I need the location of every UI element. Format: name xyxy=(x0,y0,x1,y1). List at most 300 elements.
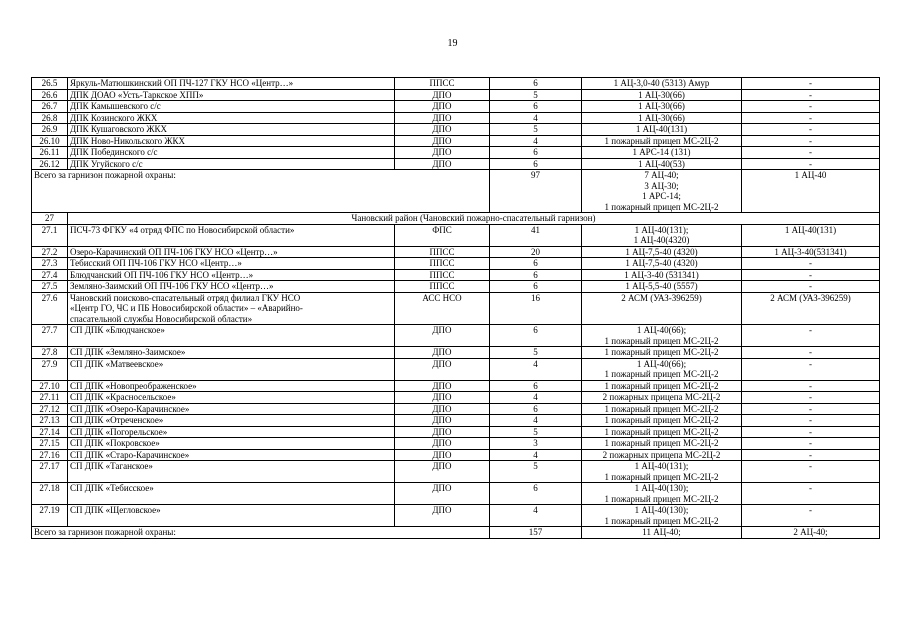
row-number: 27.18 xyxy=(32,483,68,505)
row-number: 26.8 xyxy=(32,112,68,124)
row-reserve xyxy=(742,158,880,170)
row-staff: 6 xyxy=(490,269,582,281)
row-tech-line: 1 АЦ-30(66) xyxy=(638,112,685,123)
total-tech-line: 7 АЦ-40; xyxy=(644,170,679,180)
row-staff: 5 xyxy=(490,461,582,483)
row-reserve-line: - xyxy=(809,483,812,493)
row-tech-line: 1 пожарный прицеп МС-2Ц-2 xyxy=(604,438,719,448)
table-row xyxy=(32,449,880,461)
row-reserve-line: - xyxy=(809,269,812,280)
row-tech-line: 1 АЦ-30(66) xyxy=(638,89,685,100)
row-number: 27.4 xyxy=(32,269,68,281)
row-reserve xyxy=(742,224,880,246)
row-name-line: СП ДПК «Озеро-Карачинское» xyxy=(70,403,190,414)
row-tech xyxy=(582,380,742,392)
row-type: ДПО xyxy=(395,415,490,427)
row-number: 27.5 xyxy=(32,281,68,293)
row-tech xyxy=(582,415,742,427)
row-tech-line: 1 АРС-14 (131) xyxy=(632,147,691,157)
row-number: 27.3 xyxy=(32,258,68,270)
table-row xyxy=(32,505,880,527)
table-row xyxy=(32,415,880,427)
row-reserve-line: - xyxy=(809,281,812,291)
row-type: ДПО xyxy=(395,403,490,415)
table-row-total xyxy=(32,527,880,539)
table-row xyxy=(32,347,880,359)
row-number: 27.19 xyxy=(32,505,68,527)
row-name xyxy=(68,415,395,427)
row-reserve xyxy=(742,449,880,461)
garrison-table xyxy=(31,77,880,539)
table-row xyxy=(32,426,880,438)
row-staff: 5 xyxy=(490,124,582,136)
table-body-block-26 xyxy=(32,78,880,170)
row-reserve xyxy=(742,258,880,270)
row-number: 27.11 xyxy=(32,392,68,404)
row-name xyxy=(68,292,395,325)
row-name xyxy=(68,449,395,461)
table-row xyxy=(32,392,880,404)
row-name xyxy=(68,403,395,415)
row-name-line: СП ДПК «Покровское» xyxy=(70,438,160,448)
row-tech-line: 1 пожарный прицеп МС-2Ц-2 xyxy=(604,415,719,425)
row-number: 26.7 xyxy=(32,101,68,113)
row-reserve-line: - xyxy=(809,112,812,123)
row-staff: 4 xyxy=(490,392,582,404)
row-reserve xyxy=(742,426,880,438)
row-name-line: ДПК Камышевского с/с xyxy=(70,101,161,111)
row-name xyxy=(68,224,395,246)
row-type: ДПО xyxy=(395,449,490,461)
row-tech xyxy=(582,347,742,359)
row-reserve-line: 2 АСМ (УАЗ-396259) xyxy=(770,292,851,303)
row-tech-line: 1 АЦ-40(4320) xyxy=(633,235,690,245)
section-number: 27 xyxy=(32,213,68,225)
total-row-26 xyxy=(32,170,880,225)
row-name-line: СП ДПК «Таганское» xyxy=(70,461,153,471)
row-tech-line: 1 АЦ-40(66); xyxy=(636,358,687,369)
row-name-line: СП ДПК «Погорельское» xyxy=(70,426,168,437)
row-tech xyxy=(582,505,742,527)
table-row xyxy=(32,78,880,90)
total-tech-line: 1 АРС-14; xyxy=(642,191,681,201)
row-name-line: ДПК Побединского с/с xyxy=(70,147,158,157)
row-name xyxy=(68,158,395,170)
row-number: 26.9 xyxy=(32,124,68,136)
row-reserve xyxy=(742,147,880,159)
row-tech-line: 1 пожарный прицеп МС-2Ц-2 xyxy=(604,335,719,346)
row-tech xyxy=(582,392,742,404)
row-name xyxy=(68,438,395,450)
row-staff: 6 xyxy=(490,101,582,113)
row-type: ДПО xyxy=(395,112,490,124)
total-label: Всего за гарнизон пожарной охраны: xyxy=(32,527,490,539)
row-type: ДПО xyxy=(395,325,490,347)
row-reserve-line: - xyxy=(809,78,812,88)
row-number: 27.16 xyxy=(32,449,68,461)
row-tech-line: 1 АЦ-40(66); xyxy=(636,325,687,335)
row-type: ДПО xyxy=(395,483,490,505)
row-tech-line: 1 пожарный прицеп МС-2Ц-2 xyxy=(604,515,719,526)
row-number: 27.2 xyxy=(32,246,68,258)
row-name-line: СП ДПК «Тебисское» xyxy=(70,483,154,493)
row-reserve-line: - xyxy=(809,380,812,391)
row-number: 26.5 xyxy=(32,78,68,90)
row-type: ДПО xyxy=(395,135,490,147)
row-number: 26.12 xyxy=(32,158,68,170)
row-tech xyxy=(582,325,742,347)
total-reserve: 1 АЦ-40 xyxy=(742,170,880,213)
row-name-line: ДПК ДОАО «Усть-Таркское ХПП» xyxy=(70,89,204,100)
row-reserve xyxy=(742,438,880,450)
row-staff: 3 xyxy=(490,438,582,450)
row-reserve-line: 1 АЦ-40(131) xyxy=(784,224,837,235)
row-name-line: Чановский поисково-спасательный отряд филиал ГКУ НСО xyxy=(70,292,301,303)
row-staff: 4 xyxy=(490,505,582,527)
row-name-line: Землянo-Заимский ОП ПЧ-106 ГКУ НСО «Центр…» xyxy=(70,281,274,291)
row-name xyxy=(68,112,395,124)
table-row xyxy=(32,438,880,450)
row-reserve-line: - xyxy=(809,505,812,515)
table-row xyxy=(32,258,880,270)
row-tech xyxy=(582,135,742,147)
row-name-line: ДПК Ново-Никольского ЖКХ xyxy=(70,135,185,146)
row-type: ДПО xyxy=(395,426,490,438)
row-name xyxy=(68,246,395,258)
total-row-27 xyxy=(32,527,880,539)
row-staff: 20 xyxy=(490,246,582,258)
row-name xyxy=(68,281,395,293)
row-staff: 4 xyxy=(490,358,582,380)
row-tech-line: 1 АЦ-40(131); xyxy=(634,224,689,235)
row-name-line: ДПК Угуйского с/с xyxy=(70,158,143,169)
row-tech xyxy=(582,483,742,505)
row-reserve xyxy=(742,112,880,124)
row-number: 27.8 xyxy=(32,347,68,359)
row-tech xyxy=(582,438,742,450)
row-name-line: «Центр ГО, ЧС и ПБ Новосибирской области» – «Аварийно- xyxy=(70,303,303,313)
row-reserve-line: - xyxy=(809,461,812,471)
row-staff: 16 xyxy=(490,292,582,325)
row-tech-line: 1 пожарный прицеп МС-2Ц-2 xyxy=(604,403,719,414)
row-type: ДПО xyxy=(395,158,490,170)
row-number: 27.17 xyxy=(32,461,68,483)
row-tech-line: 1 АЦ-5,5-40 (5557) xyxy=(625,281,698,291)
row-type: ППСС xyxy=(395,246,490,258)
row-tech-line: 1 АЦ-7,5-40 (4320) xyxy=(625,246,698,257)
row-name-line: СП ДПК «Новопреображенское» xyxy=(70,380,197,391)
row-reserve xyxy=(742,358,880,380)
table-row xyxy=(32,246,880,258)
table-row-total xyxy=(32,170,880,213)
table-row xyxy=(32,224,880,246)
row-name-line: ДПК Козинского ЖКХ xyxy=(70,112,158,123)
row-reserve-line: - xyxy=(809,426,812,437)
row-tech-line: 2 пожарных прицепа МС-2Ц-2 xyxy=(602,392,721,402)
row-reserve xyxy=(742,505,880,527)
row-reserve-line: - xyxy=(809,347,812,357)
row-staff: 5 xyxy=(490,426,582,438)
row-reserve-line: 1 АЦ-3-40(531341) xyxy=(774,246,847,257)
row-type: ДПО xyxy=(395,147,490,159)
row-tech xyxy=(582,112,742,124)
row-reserve xyxy=(742,392,880,404)
row-tech-line: 1 АЦ-7,5-40 (4320) xyxy=(625,258,698,268)
row-staff: 4 xyxy=(490,135,582,147)
row-name xyxy=(68,505,395,527)
row-reserve-line: - xyxy=(809,438,812,448)
row-number: 27.10 xyxy=(32,380,68,392)
row-tech xyxy=(582,258,742,270)
row-type: ДПО xyxy=(395,380,490,392)
row-reserve xyxy=(742,380,880,392)
table-row xyxy=(32,101,880,113)
row-reserve-line: - xyxy=(809,258,812,268)
row-type: АСС НСО xyxy=(395,292,490,325)
row-reserve-line: - xyxy=(809,325,812,335)
row-tech xyxy=(582,78,742,90)
row-reserve xyxy=(742,101,880,113)
row-tech xyxy=(582,358,742,380)
row-name-line: СП ДПК «Землянo-Заимское» xyxy=(70,347,186,357)
row-tech-line: 2 АСМ (УАЗ-396259) xyxy=(621,292,702,303)
row-tech xyxy=(582,224,742,246)
row-type: ППСС xyxy=(395,78,490,90)
row-tech xyxy=(582,426,742,438)
row-reserve xyxy=(742,483,880,505)
row-tech-line: 1 АЦ-30(66) xyxy=(638,101,685,111)
row-reserve-line: - xyxy=(809,101,812,111)
row-name xyxy=(68,89,395,101)
row-number: 26.11 xyxy=(32,147,68,159)
row-name xyxy=(68,147,395,159)
row-type: ДПО xyxy=(395,124,490,136)
row-type: ДПО xyxy=(395,89,490,101)
row-name-line: СП ДПК «Щегловское» xyxy=(70,505,161,515)
row-tech xyxy=(582,461,742,483)
table-row xyxy=(32,281,880,293)
row-number: 27.7 xyxy=(32,325,68,347)
row-type: ДПО xyxy=(395,358,490,380)
row-tech-line: 1 пожарный прицеп МС-2Ц-2 xyxy=(604,369,719,379)
row-name xyxy=(68,101,395,113)
page-number: 19 xyxy=(447,38,458,49)
row-reserve xyxy=(742,135,880,147)
row-reserve-line: - xyxy=(809,124,812,134)
row-reserve-line: - xyxy=(809,135,812,146)
total-staff: 97 xyxy=(490,170,582,213)
row-reserve xyxy=(742,347,880,359)
row-tech-line: 1 АЦ-40(130); xyxy=(634,483,689,493)
row-tech xyxy=(582,269,742,281)
row-tech xyxy=(582,403,742,415)
row-tech-line: 1 пожарный прицеп МС-2Ц-2 xyxy=(604,380,719,391)
row-name xyxy=(68,325,395,347)
row-reserve-line: - xyxy=(809,392,812,402)
row-type: ДПО xyxy=(395,101,490,113)
row-reserve xyxy=(742,461,880,483)
row-type: ППСС xyxy=(395,258,490,270)
row-name xyxy=(68,347,395,359)
row-tech xyxy=(582,147,742,159)
table-row xyxy=(32,269,880,281)
table-body-block-27 xyxy=(32,224,880,527)
row-type: ДПО xyxy=(395,392,490,404)
row-name-line: ДПК Кушаговского ЖКХ xyxy=(70,124,168,134)
row-staff: 4 xyxy=(490,112,582,124)
total-tech: 11 АЦ-40; xyxy=(582,527,742,539)
section-row xyxy=(32,213,880,225)
row-name xyxy=(68,392,395,404)
table-row xyxy=(32,135,880,147)
row-number: 27.14 xyxy=(32,426,68,438)
row-type: ФПС xyxy=(395,224,490,246)
row-reserve-line: - xyxy=(809,89,812,100)
table-row xyxy=(32,403,880,415)
row-reserve-line: - xyxy=(809,403,812,414)
total-tech xyxy=(582,170,742,213)
row-number: 26.6 xyxy=(32,89,68,101)
row-tech xyxy=(582,124,742,136)
row-reserve xyxy=(742,124,880,136)
row-tech xyxy=(582,449,742,461)
row-type: ДПО xyxy=(395,461,490,483)
row-staff: 6 xyxy=(490,380,582,392)
row-staff: 5 xyxy=(490,347,582,359)
row-number: 27.15 xyxy=(32,438,68,450)
row-tech-line: 1 АЦ-40(131) xyxy=(635,124,688,134)
row-number: 27.9 xyxy=(32,358,68,380)
row-name-line: Яркуль-Матюшкинский ОП ПЧ-127 ГКУ НСО «Центр…» xyxy=(70,78,294,88)
row-name-line: Тебисский ОП ПЧ-106 ГКУ НСО «Центр…» xyxy=(70,258,242,268)
row-name-line: СП ДПК «Красносельское» xyxy=(70,392,176,402)
table-row xyxy=(32,325,880,347)
row-name xyxy=(68,380,395,392)
row-name xyxy=(68,258,395,270)
row-reserve xyxy=(742,246,880,258)
row-tech-line: 1 АЦ-40(131); xyxy=(634,461,689,471)
total-reserve: 2 АЦ-40; xyxy=(742,527,880,539)
row-number: 27.6 xyxy=(32,292,68,325)
row-type: ППСС xyxy=(395,281,490,293)
row-tech-line: 1 пожарный прицеп МС-2Ц-2 xyxy=(604,347,719,357)
row-reserve xyxy=(742,78,880,90)
row-type: ДПО xyxy=(395,347,490,359)
row-tech-line: 1 АЦ-40(53) xyxy=(638,158,685,169)
row-tech xyxy=(582,292,742,325)
row-staff: 6 xyxy=(490,325,582,347)
row-staff: 4 xyxy=(490,449,582,461)
row-name-line: СП ДПК «Блюдчанское» xyxy=(70,325,165,335)
row-staff: 5 xyxy=(490,89,582,101)
table-row xyxy=(32,112,880,124)
total-tech-line: 1 пожарный прицеп МС-2Ц-2 xyxy=(604,201,719,212)
row-name xyxy=(68,461,395,483)
row-staff: 6 xyxy=(490,281,582,293)
row-staff: 6 xyxy=(490,403,582,415)
row-name-line: СП ДПК «Отреченское» xyxy=(70,415,164,425)
row-reserve xyxy=(742,269,880,281)
row-reserve xyxy=(742,89,880,101)
row-number: 27.1 xyxy=(32,224,68,246)
table-row xyxy=(32,292,880,325)
table-row xyxy=(32,89,880,101)
row-staff: 6 xyxy=(490,78,582,90)
total-staff: 157 xyxy=(490,527,582,539)
row-name-line: СП ДПК «Матвеевское» xyxy=(70,358,164,369)
row-tech-line: 1 пожарный прицеп МС-2Ц-2 xyxy=(604,426,719,437)
row-reserve xyxy=(742,292,880,325)
row-name-line: Озеро-Карачинский ОП ПЧ-106 ГКУ НСО «Центр…» xyxy=(70,246,278,257)
table-row xyxy=(32,461,880,483)
row-tech xyxy=(582,89,742,101)
row-reserve-line: - xyxy=(809,358,812,369)
row-type: ДПО xyxy=(395,438,490,450)
row-name xyxy=(68,483,395,505)
row-tech-line: 1 АЦ-3-40 (531341) xyxy=(624,269,699,280)
row-name xyxy=(68,358,395,380)
row-type: ДПО xyxy=(395,505,490,527)
row-tech xyxy=(582,281,742,293)
table-row xyxy=(32,483,880,505)
row-name-line: СП ДПК «Старо-Карачинское» xyxy=(70,449,190,460)
row-reserve-line: - xyxy=(809,147,812,157)
row-reserve xyxy=(742,325,880,347)
row-reserve-line: - xyxy=(809,415,812,425)
row-name xyxy=(68,124,395,136)
row-reserve-line: - xyxy=(809,158,812,169)
row-name-line: ПСЧ-73 ФГКУ «4 отряд ФПС по Новосибирской области» xyxy=(70,224,295,235)
row-number: 27.13 xyxy=(32,415,68,427)
row-number: 26.10 xyxy=(32,135,68,147)
row-tech-line: 1 АЦ-3,0-40 (5313) Амур xyxy=(613,78,710,88)
row-tech xyxy=(582,101,742,113)
total-label: Всего за гарнизон пожарной охраны: xyxy=(32,170,490,213)
total-tech-line: 3 АЦ-30; xyxy=(644,180,679,191)
row-name-line: Блюдчанский ОП ПЧ-106 ГКУ НСО «Центр…» xyxy=(70,269,254,280)
row-staff: 6 xyxy=(490,258,582,270)
row-staff: 41 xyxy=(490,224,582,246)
table-row xyxy=(32,124,880,136)
row-name-line: спасательной службы Новосибирской области» xyxy=(70,313,253,324)
table-row xyxy=(32,147,880,159)
row-tech-line: 2 пожарных прицепа МС-2Ц-2 xyxy=(602,449,721,460)
row-type: ППСС xyxy=(395,269,490,281)
section-title: Чановский район (Чановский пожарно-спасательный гарнизон) xyxy=(68,213,880,225)
row-staff: 6 xyxy=(490,158,582,170)
row-name xyxy=(68,135,395,147)
row-staff: 6 xyxy=(490,147,582,159)
row-tech xyxy=(582,246,742,258)
row-tech-line: 1 пожарный прицеп МС-2Ц-2 xyxy=(604,493,719,504)
row-reserve xyxy=(742,415,880,427)
row-reserve-line: - xyxy=(809,449,812,460)
row-name xyxy=(68,426,395,438)
table-row xyxy=(32,358,880,380)
row-name xyxy=(68,78,395,90)
row-number: 27.12 xyxy=(32,403,68,415)
row-tech-line: 1 пожарный прицеп МС-2Ц-2 xyxy=(604,135,719,146)
row-reserve xyxy=(742,281,880,293)
row-staff: 4 xyxy=(490,415,582,427)
row-tech-line: 1 АЦ-40(130); xyxy=(634,505,689,515)
row-reserve xyxy=(742,403,880,415)
row-name xyxy=(68,269,395,281)
row-tech-line: 1 пожарный прицеп МС-2Ц-2 xyxy=(604,471,719,482)
row-tech xyxy=(582,158,742,170)
row-staff: 6 xyxy=(490,483,582,505)
table-row xyxy=(32,158,880,170)
